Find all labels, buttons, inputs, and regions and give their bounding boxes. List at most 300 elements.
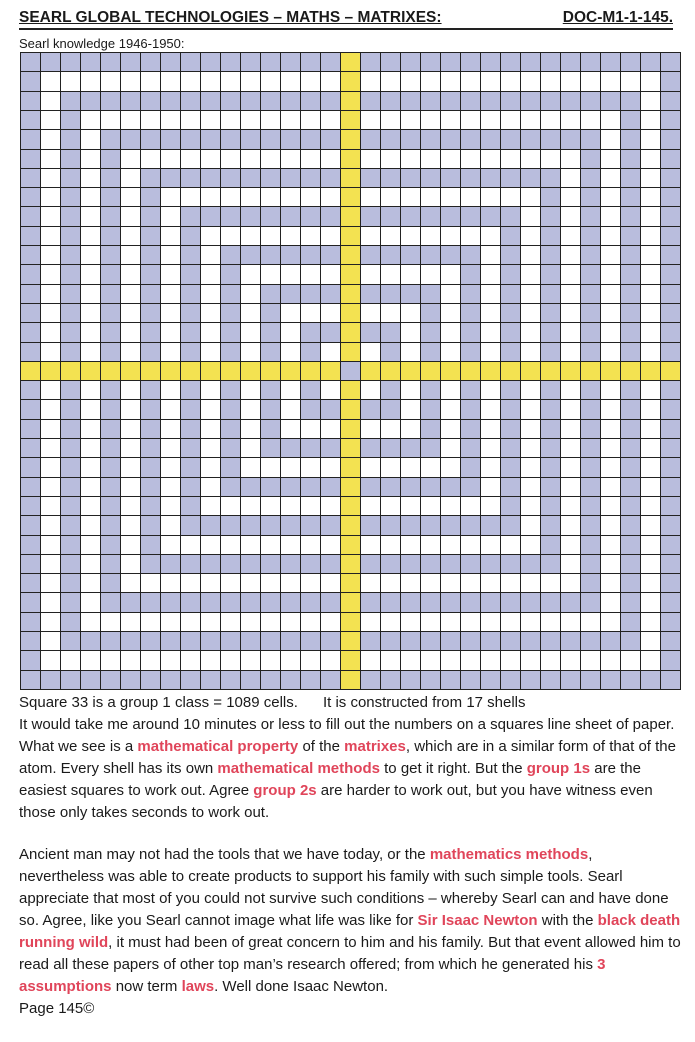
grid-cell <box>441 92 461 111</box>
grid-cell <box>441 207 461 226</box>
grid-cell <box>601 381 621 400</box>
grid-cell <box>101 92 121 111</box>
grid-cell <box>461 497 481 516</box>
grid-cell <box>441 188 461 207</box>
grid-cell <box>141 381 161 400</box>
grid-cell <box>181 227 201 246</box>
grid-cell <box>41 458 61 477</box>
grid-cell <box>201 381 221 400</box>
grid-cell <box>221 458 241 477</box>
grid-cell <box>201 536 221 555</box>
grid-cell <box>261 593 281 612</box>
grid-cell <box>221 323 241 342</box>
grid-cell <box>661 53 681 72</box>
grid-cell <box>141 343 161 362</box>
grid-cell <box>261 574 281 593</box>
grid-cell <box>661 285 681 304</box>
grid-cell <box>261 227 281 246</box>
grid-cell <box>401 516 421 535</box>
grid-cell <box>181 111 201 130</box>
grid-cell <box>261 150 281 169</box>
grid-cell <box>501 188 521 207</box>
grid-cell <box>21 497 41 516</box>
grid-cell <box>341 400 361 419</box>
grid-cell <box>321 516 341 535</box>
grid-cell <box>321 362 341 381</box>
grid-cell <box>581 555 601 574</box>
grid-cell <box>101 362 121 381</box>
grid-cell <box>641 188 661 207</box>
grid-cell <box>361 343 381 362</box>
grid-cell <box>241 285 261 304</box>
grid-cell <box>21 188 41 207</box>
grid-cell <box>181 53 201 72</box>
grid-cell <box>461 343 481 362</box>
grid-cell <box>21 632 41 651</box>
grid-cell <box>301 53 321 72</box>
grid-cell <box>501 478 521 497</box>
grid-cell <box>181 651 201 670</box>
grid-cell <box>121 227 141 246</box>
grid-cell <box>161 381 181 400</box>
grid-cell <box>381 555 401 574</box>
grid-cell <box>161 169 181 188</box>
grid-cell <box>161 53 181 72</box>
grid-cell <box>61 169 81 188</box>
grid-cell <box>201 92 221 111</box>
grid-cell <box>201 188 221 207</box>
grid-cell <box>501 304 521 323</box>
grid-cell <box>401 111 421 130</box>
grid-cell <box>421 613 441 632</box>
grid-cell <box>321 304 341 323</box>
grid-cell <box>121 632 141 651</box>
grid-cell <box>621 343 641 362</box>
grid-cell <box>541 478 561 497</box>
grid-cell <box>621 574 641 593</box>
grid-cell <box>121 497 141 516</box>
grid-cell <box>561 458 581 477</box>
grid-cell <box>521 439 541 458</box>
grid-cell <box>581 111 601 130</box>
grid-cell <box>241 227 261 246</box>
grid-cell <box>161 439 181 458</box>
grid-cell <box>461 169 481 188</box>
grid-cell <box>381 265 401 284</box>
grid-cell <box>121 420 141 439</box>
grid-cell <box>81 362 101 381</box>
grid-cell <box>421 53 441 72</box>
grid-cell <box>321 265 341 284</box>
grid-cell <box>81 632 101 651</box>
grid-cell <box>81 381 101 400</box>
grid-cell <box>281 188 301 207</box>
grid-cell <box>221 227 241 246</box>
grid-cell <box>401 555 421 574</box>
grid-cell <box>21 439 41 458</box>
grid-cell <box>41 265 61 284</box>
grid-cell <box>661 111 681 130</box>
grid-cell <box>461 671 481 690</box>
grid-cell <box>201 285 221 304</box>
grid-cell <box>321 671 341 690</box>
grid-cell <box>41 188 61 207</box>
grid-cell <box>601 323 621 342</box>
grid-cell <box>421 265 441 284</box>
grid-cell <box>141 227 161 246</box>
grid-cell <box>341 671 361 690</box>
summary-shells: It is constructed from 17 shells <box>322 694 526 711</box>
grid-cell <box>421 555 441 574</box>
grid-cell <box>121 613 141 632</box>
grid-cell <box>241 343 261 362</box>
grid-cell <box>541 536 561 555</box>
grid-cell <box>421 362 441 381</box>
grid-cell <box>561 420 581 439</box>
grid-cell <box>621 555 641 574</box>
grid-cell <box>661 497 681 516</box>
grid-cell <box>381 420 401 439</box>
grid-cell <box>541 497 561 516</box>
grid-cell <box>81 343 101 362</box>
grid-cell <box>581 227 601 246</box>
grid-cell <box>141 497 161 516</box>
grid-cell <box>281 111 301 130</box>
grid-cell <box>181 343 201 362</box>
grid-cell <box>141 458 161 477</box>
grid-cell <box>21 111 41 130</box>
grid-cell <box>61 188 81 207</box>
grid-cell <box>661 304 681 323</box>
grid-cell <box>101 246 121 265</box>
grid-cell <box>561 439 581 458</box>
grid-cell <box>181 285 201 304</box>
grid-cell <box>121 188 141 207</box>
grid-cell <box>501 53 521 72</box>
grid-cell <box>181 593 201 612</box>
grid-cell <box>41 343 61 362</box>
grid-cell <box>141 613 161 632</box>
grid-cell <box>221 92 241 111</box>
grid-cell <box>81 304 101 323</box>
grid-cell <box>421 285 441 304</box>
grid-cell <box>21 400 41 419</box>
grid-cell <box>121 574 141 593</box>
grid-cell <box>241 304 261 323</box>
grid-cell <box>281 574 301 593</box>
grid-cell <box>461 478 481 497</box>
grid-cell <box>621 323 641 342</box>
grid-cell <box>521 381 541 400</box>
grid-cell <box>221 53 241 72</box>
grid-cell <box>221 574 241 593</box>
grid-cell <box>401 651 421 670</box>
grid-cell <box>581 362 601 381</box>
grid-cell <box>541 285 561 304</box>
grid-cell <box>521 400 541 419</box>
grid-cell <box>661 188 681 207</box>
grid-cell <box>361 53 381 72</box>
grid-cell <box>541 458 561 477</box>
grid-cell <box>161 497 181 516</box>
grid-cell <box>61 671 81 690</box>
grid-cell <box>321 632 341 651</box>
grid-cell <box>361 458 381 477</box>
grid-cell <box>41 593 61 612</box>
grid-cell <box>181 323 201 342</box>
grid-cell <box>341 555 361 574</box>
grid-cell <box>601 593 621 612</box>
grid-cell <box>541 381 561 400</box>
grid-cell <box>641 613 661 632</box>
grid-cell <box>461 265 481 284</box>
grid-cell <box>441 458 461 477</box>
grid-cell <box>381 362 401 381</box>
grid-cell <box>581 343 601 362</box>
grid-cell <box>61 381 81 400</box>
grid-cell <box>401 265 421 284</box>
grid-cell <box>121 304 141 323</box>
grid-cell <box>521 92 541 111</box>
grid-cell <box>461 246 481 265</box>
grid-cell <box>621 304 641 323</box>
grid-cell <box>441 671 461 690</box>
grid-cell <box>61 285 81 304</box>
grid-cell <box>241 265 261 284</box>
grid-cell <box>661 246 681 265</box>
grid-cell <box>201 555 221 574</box>
grid-cell <box>261 362 281 381</box>
grid-cell <box>381 478 401 497</box>
grid-cell <box>61 207 81 226</box>
grid-cell <box>461 458 481 477</box>
grid-cell <box>561 304 581 323</box>
grid-cell <box>401 53 421 72</box>
grid-cell <box>61 497 81 516</box>
grid-cell <box>401 574 421 593</box>
grid-cell <box>321 169 341 188</box>
grid-cell <box>601 285 621 304</box>
grid-cell <box>501 381 521 400</box>
grid-cell <box>121 671 141 690</box>
grid-cell <box>661 555 681 574</box>
grid-cell <box>281 246 301 265</box>
grid-cell <box>261 671 281 690</box>
grid-cell <box>261 111 281 130</box>
grid-cell <box>521 72 541 91</box>
grid-cell <box>421 439 441 458</box>
grid-cell <box>61 574 81 593</box>
grid-cell <box>21 478 41 497</box>
grid-cell <box>601 478 621 497</box>
grid-cell <box>561 671 581 690</box>
grid-cell <box>141 574 161 593</box>
grid-cell <box>381 574 401 593</box>
grid-cell <box>201 323 221 342</box>
grid-cell <box>401 536 421 555</box>
grid-cell <box>461 207 481 226</box>
grid-cell <box>521 207 541 226</box>
grid-cell <box>161 613 181 632</box>
grid-cell <box>321 227 341 246</box>
grid-cell <box>281 362 301 381</box>
grid-cell <box>621 478 641 497</box>
grid-cell <box>221 362 241 381</box>
grid-cell <box>581 497 601 516</box>
grid-cell <box>101 130 121 149</box>
grid-cell <box>621 497 641 516</box>
grid-cell <box>521 458 541 477</box>
grid-cell <box>281 632 301 651</box>
grid-cell <box>361 150 381 169</box>
grid-cell <box>541 111 561 130</box>
grid-cell <box>241 362 261 381</box>
grid-cell <box>241 458 261 477</box>
grid-cell <box>281 130 301 149</box>
grid-cell <box>621 362 641 381</box>
grid-cell <box>181 92 201 111</box>
grid-cell <box>121 343 141 362</box>
grid-cell <box>521 613 541 632</box>
grid-cell <box>641 111 661 130</box>
grid-cell <box>541 574 561 593</box>
grid-cell <box>161 400 181 419</box>
grid-cell <box>381 516 401 535</box>
grid-cell <box>481 593 501 612</box>
grid-cell <box>361 304 381 323</box>
grid-cell <box>301 478 321 497</box>
grid-cell <box>401 613 421 632</box>
grid-cell <box>241 574 261 593</box>
grid-cell <box>441 343 461 362</box>
grid-cell <box>341 169 361 188</box>
grid-cell <box>501 72 521 91</box>
grid-cell <box>661 632 681 651</box>
grid-cell <box>321 188 341 207</box>
grid-cell <box>161 420 181 439</box>
grid-cell <box>661 458 681 477</box>
grid-cell <box>101 188 121 207</box>
grid-cell <box>441 323 461 342</box>
highlight-term: mathematical property <box>137 738 299 755</box>
grid-cell <box>621 150 641 169</box>
grid-cell <box>181 536 201 555</box>
grid-cell <box>441 111 461 130</box>
grid-cell <box>321 92 341 111</box>
grid-cell <box>181 613 201 632</box>
grid-cell <box>261 265 281 284</box>
grid-cell <box>201 671 221 690</box>
grid-cell <box>601 227 621 246</box>
grid-cell <box>101 304 121 323</box>
grid-cell <box>21 323 41 342</box>
grid-cell <box>241 400 261 419</box>
grid-cell <box>561 227 581 246</box>
grid-cell <box>361 92 381 111</box>
grid-cell <box>561 285 581 304</box>
grid-cell <box>141 593 161 612</box>
grid-cell <box>121 593 141 612</box>
grid-cell <box>241 92 261 111</box>
grid-cell <box>401 420 421 439</box>
grid-cell <box>561 613 581 632</box>
grid-cell <box>141 671 161 690</box>
grid-cell <box>241 613 261 632</box>
grid-cell <box>241 111 261 130</box>
grid-cell <box>641 265 661 284</box>
grid-cell <box>621 246 641 265</box>
grid-cell <box>481 613 501 632</box>
grid-cell <box>601 343 621 362</box>
grid-cell <box>201 53 221 72</box>
grid-cell <box>441 362 461 381</box>
grid-cell <box>101 381 121 400</box>
grid-cell <box>41 207 61 226</box>
grid-cell <box>261 536 281 555</box>
grid-cell <box>301 536 321 555</box>
grid-cell <box>281 285 301 304</box>
grid-cell <box>141 285 161 304</box>
grid-cell <box>441 439 461 458</box>
grid-cell <box>41 478 61 497</box>
grid-cell <box>521 555 541 574</box>
grid-cell <box>21 613 41 632</box>
grid-cell <box>461 381 481 400</box>
grid-cell <box>201 497 221 516</box>
grid-cell <box>241 516 261 535</box>
grid-cell <box>601 671 621 690</box>
grid-cell <box>21 671 41 690</box>
grid-cell <box>261 613 281 632</box>
grid-cell <box>101 169 121 188</box>
grid-cell <box>521 343 541 362</box>
grid-cell <box>501 651 521 670</box>
grid-cell <box>221 304 241 323</box>
grid-cell <box>561 593 581 612</box>
grid-cell <box>301 381 321 400</box>
grid-cell <box>301 632 321 651</box>
grid-cell <box>201 72 221 91</box>
grid-cell <box>581 150 601 169</box>
grid-cell <box>641 72 661 91</box>
grid-cell <box>221 439 241 458</box>
grid-cell <box>281 169 301 188</box>
grid-cell <box>261 130 281 149</box>
grid-cell <box>581 323 601 342</box>
grid-cell <box>661 207 681 226</box>
grid-cell <box>141 632 161 651</box>
grid-cell <box>161 593 181 612</box>
grid-cell <box>101 439 121 458</box>
grid-cell <box>641 169 661 188</box>
grid-cell <box>421 246 441 265</box>
grid-cell <box>501 150 521 169</box>
grid-cell <box>441 574 461 593</box>
grid-cell <box>41 574 61 593</box>
grid-cell <box>121 285 141 304</box>
grid-cell <box>541 246 561 265</box>
grid-cell <box>21 593 41 612</box>
grid-cell <box>601 188 621 207</box>
grid-cell <box>601 92 621 111</box>
grid-cell <box>281 420 301 439</box>
grid-cell <box>121 92 141 111</box>
grid-cell <box>561 400 581 419</box>
grid-cell <box>481 227 501 246</box>
grid-cell <box>401 72 421 91</box>
grid-cell <box>221 555 241 574</box>
grid-cell <box>661 420 681 439</box>
